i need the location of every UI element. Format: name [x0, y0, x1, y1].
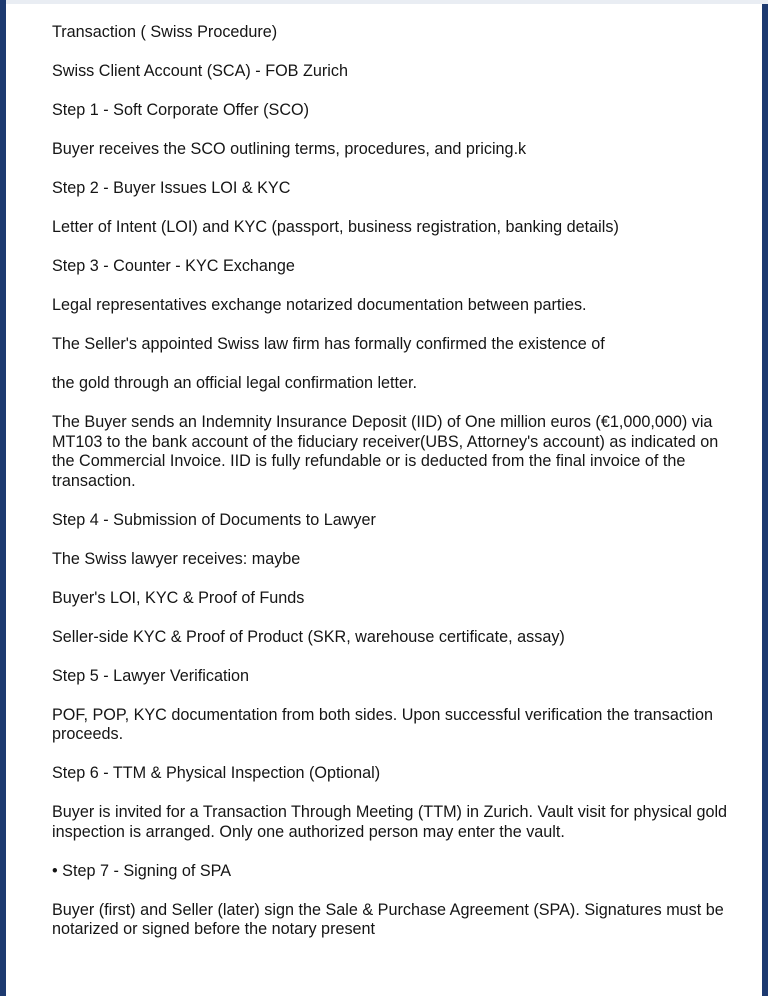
step-4-intro: The Swiss lawyer receives: maybe	[52, 549, 301, 568]
step-4-item-buyer: Buyer's LOI, KYC & Proof of Funds	[52, 588, 305, 607]
document-body	[52, 23, 732, 959]
top-edge	[6, 0, 768, 4]
step-2-heading: Step 2 - Buyer Issues LOI & KYC	[52, 179, 291, 197]
step-4-item-seller: Seller-side KYC & Proof of Product (SKR, warehouse certificate, assay)	[52, 627, 565, 646]
step-1-heading: Step 1 - Soft Corporate Offer (SCO)	[52, 101, 310, 119]
document-title: Transaction ( Swiss Procedure)	[52, 23, 278, 41]
step-4-heading: Step 4 - Submission of Documents to Lawyer	[52, 510, 376, 529]
step-3-text: Legal representatives exchange notarized documentation between parties.	[52, 296, 587, 314]
step-6-text: Buyer is invited for a Transaction Through Meeting (TTM) in Zurich. Vault visit for physical gold inspection is arranged. Only one authorized person may enter the vault.	[52, 803, 728, 841]
step-7-heading: • Step 7 - Signing of SPA	[52, 861, 232, 880]
step-5-text: POF, POP, KYC documentation from both sides. Upon successful verification the transaction proceeds.	[52, 705, 714, 743]
step-6-heading: Step 6 - TTM & Physical Inspection (Optional)	[52, 764, 381, 782]
deposit-paragraph: The Buyer sends an Indemnity Insurance Deposit (IID) of One million euros (€1,000,000) via MT103 to the bank account of the fiduciary receiver(UBS, Attorney's account) as indicated on the Commercial Invoice. IID is fully refundable or is deducted from the final invoice of the transaction.	[52, 413, 719, 490]
step-2-text: Letter of Intent (LOI) and KYC (passport, business registration, banking details)	[52, 218, 619, 236]
step-3-heading: Step 3 - Counter - KYC Exchange	[52, 257, 295, 275]
account-line: Swiss Client Account (SCA) - FOB Zurich	[52, 62, 348, 80]
law-firm-text-line-1: The Seller's appointed Swiss law firm has formally confirmed the existence of	[52, 335, 605, 353]
step-7-text: Buyer (first) and Seller (later) sign the Sale & Purchase Agreement (SPA). Signatures must be notarized or signed before the notary present	[52, 900, 724, 938]
step-1-text: Buyer receives the SCO outlining terms, procedures, and pricing.k	[52, 140, 527, 158]
step-5-heading: Step 5 - Lawyer Verification	[52, 666, 250, 685]
law-firm-text-line-2: the gold through an official legal confirmation letter.	[52, 374, 418, 392]
